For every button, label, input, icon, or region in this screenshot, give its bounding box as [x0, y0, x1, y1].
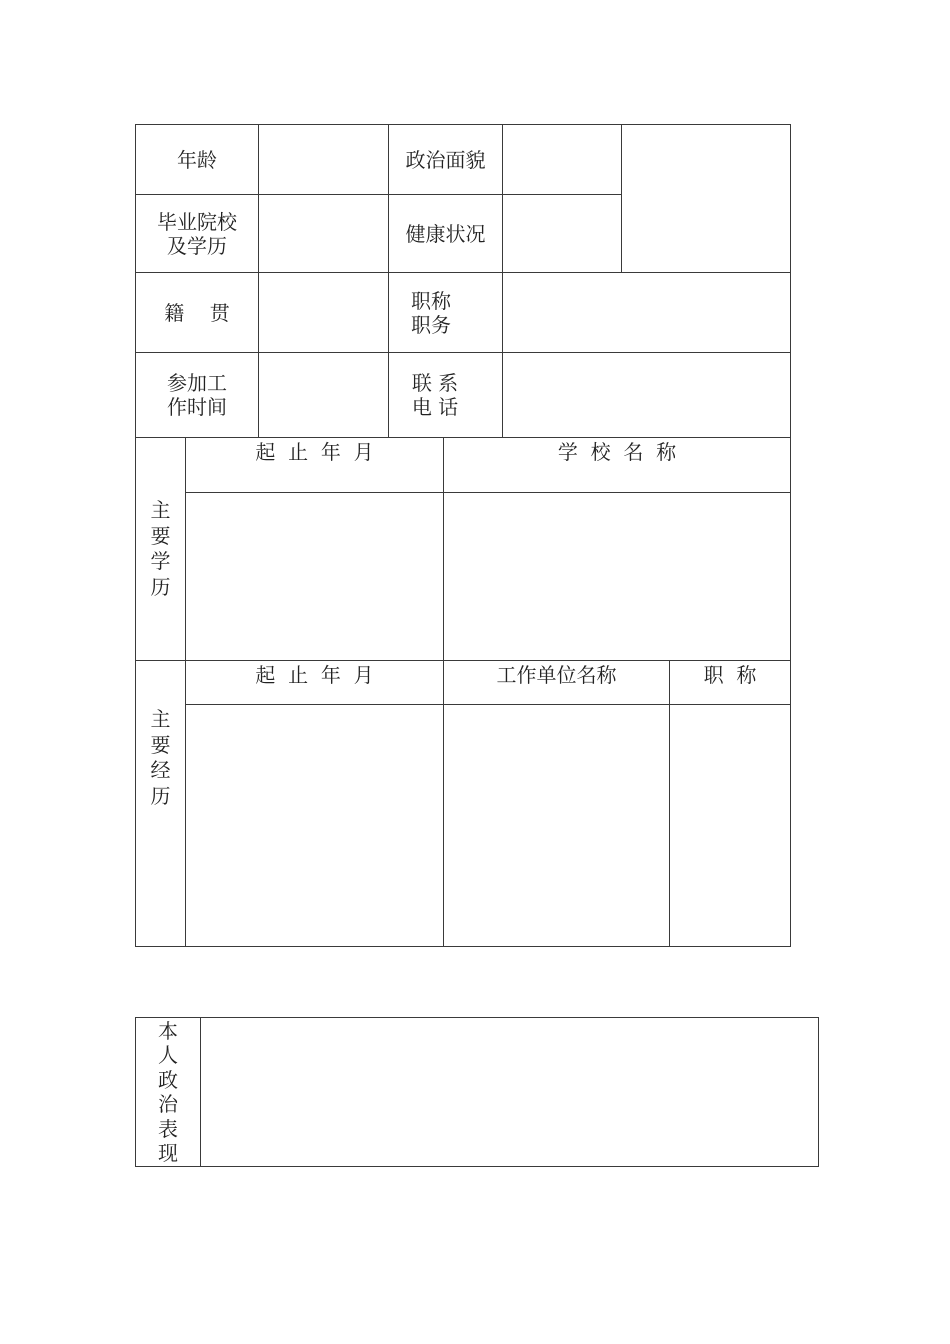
education-period-header: 起 止 年 月	[255, 440, 374, 464]
experience-period-field[interactable]	[186, 705, 443, 946]
native-place-label: 籍 贯	[164, 300, 230, 325]
education-school-field[interactable]	[444, 493, 790, 660]
education-period-field[interactable]	[186, 493, 443, 660]
political-status-field[interactable]	[503, 125, 621, 194]
education-school-header: 学 校 名 称	[557, 440, 677, 464]
photo-area[interactable]	[622, 125, 790, 272]
political-performance-field[interactable]	[201, 1018, 818, 1166]
work-start-field[interactable]	[259, 353, 388, 437]
title-position-field[interactable]	[503, 273, 790, 352]
phone-label: 联 系 电 话	[411, 371, 459, 419]
experience-employer-header: 工作单位名称	[496, 663, 617, 687]
experience-period-header: 起 止 年 月	[255, 663, 374, 687]
phone-field[interactable]	[503, 353, 790, 437]
health-label: 健康状况	[405, 221, 486, 246]
age-label: 年龄	[177, 147, 217, 172]
political-status-label: 政治面貌	[405, 147, 486, 172]
experience-employer-field[interactable]	[444, 705, 669, 946]
age-field[interactable]	[259, 125, 388, 194]
school-degree-field[interactable]	[259, 195, 388, 272]
experience-title-field[interactable]	[670, 705, 790, 946]
work-start-label: 参加工 作时间	[167, 371, 227, 419]
school-degree-label: 毕业院校 及学历	[157, 209, 237, 258]
title-position-label: 职称 职务	[411, 288, 451, 337]
political-section-label: 本 人 政 治 表 现	[158, 1018, 178, 1165]
education-section-label: 主 要 学 历	[150, 498, 171, 599]
experience-title-header: 职 称	[703, 663, 757, 687]
experience-section-label: 主 要 经 历	[150, 707, 171, 808]
native-place-field[interactable]	[259, 273, 388, 352]
health-field[interactable]	[503, 195, 621, 272]
